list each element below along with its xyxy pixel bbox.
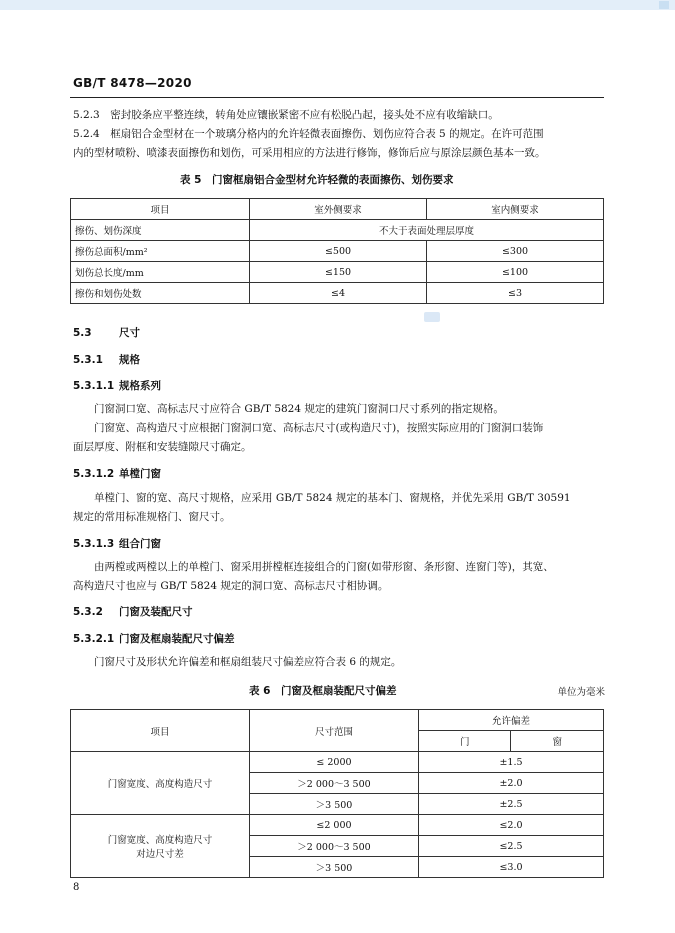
heading-number: 5.3.1.1 [73,380,115,392]
table5-cell-label: 擦伤和划伤处数 [71,283,250,304]
table5-cell-indoor: ≤300 [427,241,604,262]
heading-number: 5.3.1.3 [73,538,115,550]
table6-caption: 表 6 门窗及框扇装配尺寸偏差 [249,685,397,697]
table6-header-allowance: 允许偏差 [419,710,604,731]
table6-cell-value: ±1.5 [419,752,604,773]
standard-number: GB/T 8478—2020 [73,76,192,90]
heading-title: 门窗及框扇装配尺寸偏差 [119,633,235,645]
heading-5-3-1 [73,352,140,367]
table6-group-label: 门窗宽度、高度构造尺寸 [71,752,250,815]
table6-cell-range: ≤ 2000 [250,752,419,773]
table5-depth-label: 擦伤、划伤深度 [71,220,250,241]
heading-title: 规格系列 [119,380,161,392]
heading-title: 组合门窗 [119,538,161,550]
table6-cell-value: ±2.0 [419,773,604,794]
table6-unit: 单位为毫米 [557,687,605,698]
table6-header-item: 项目 [71,710,250,752]
table6-header-range: 尺寸范围 [250,710,419,752]
table5-cell-outdoor: ≤500 [250,241,427,262]
heading-number: 5.3.1.2 [73,468,115,480]
table6-header-door: 门 [419,731,511,752]
table6-cell-value: ≤2.0 [419,815,604,836]
para-5-3-1-1-line3: 面层厚度、附框和安装缝隙尺寸确定。 [73,441,252,453]
para-5-2-4-line1: 5.2.4 框扇铝合金型材在一个玻璃分格内的允许轻微表面擦伤、划伤应符合表 5 的规定。在许可范围 [73,128,544,140]
heading-number: 5.3.1 [73,354,103,366]
table6-cell-range: ＞3 500 [250,857,419,878]
heading-5-3-1-1 [73,378,161,393]
para-5-3-1-3-line2: 高构造尺寸也应与 GB/T 5824 规定的洞口宽、高标志尺寸相协调。 [73,580,389,592]
table5-cell-label: 擦伤总面积/mm² [71,241,250,262]
table6-cell-range: ＞2 000～3 500 [250,773,419,794]
heading-5-3-1-2 [73,466,161,481]
table5-header-item: 项目 [71,199,250,220]
para-5-3-1-2-line2: 规定的常用标准规格门、窗尺寸。 [73,511,231,523]
table-row [71,283,604,304]
para-5-2-4-line2: 内的型材喷粉、喷漆表面擦伤和划伤，可采用相应的方法进行修饰，修饰后应与原涂层颜色基本一致。 [73,147,546,159]
para-5-2-3: 5.2.3 密封胶条应平整连续，转角处应镶嵌紧密不应有松脱凸起，接头处不应有收缩缺口。 [73,109,499,121]
para-5-3-2-1: 门窗尺寸及形状允许偏差和框扇组装尺寸偏差应符合表 6 的规定。 [94,656,402,668]
table-row [71,241,604,262]
table5-caption: 表 5 门窗框扇铝合金型材允许轻微的表面擦伤、划伤要求 [180,174,454,186]
para-5-3-1-1-line2: 门窗宽、高构造尺寸应根据门窗洞口宽、高标志尺寸(或构造尺寸)，按照实际应用的门窗洞口装饰 [94,422,544,434]
table5-header-outdoor: 室外侧要求 [250,199,427,220]
para-5-3-1-1-line1: 门窗洞口宽、高标志尺寸应符合 GB/T 5824 规定的建筑门窗洞口尺寸系列的指定规格。 [94,403,504,415]
table6-cell-range: ＞3 500 [250,794,419,815]
table5-header-indoor: 室内侧要求 [427,199,604,220]
table5-cell-indoor: ≤3 [427,283,604,304]
heading-number: 5.3.2.1 [73,633,115,645]
heading-title: 门窗及装配尺寸 [119,606,193,618]
table6-cell-range: ≤2 000 [250,815,419,836]
para-5-3-1-3-line1: 由两樘或两樘以上的单樘门、窗采用拼樘框连接组合的门窗(如带形窗、条形窗、连窗门等)，其宽、 [94,561,554,573]
corner-tab [659,1,669,9]
viewer-top-bar [0,0,675,10]
table6-group-label-line2: 对边尺寸差 [136,849,184,860]
watermark-mark [424,312,440,322]
table6 [70,709,604,878]
heading-title: 尺寸 [119,327,140,339]
heading-5-3 [73,325,140,340]
heading-number: 5.3 [73,327,92,339]
table6-cell-value: ≤3.0 [419,857,604,878]
para-5-3-1-2-line1: 单樘门、窗的宽、高尺寸规格，应采用 GB/T 5824 规定的基本门、窗规格，并优先采用 GB/T 30591 [94,492,571,504]
table6-group-label [71,815,250,878]
table5-cell-indoor: ≤100 [427,262,604,283]
header-rule [70,97,604,98]
table6-cell-range: ＞2 000～3 500 [250,836,419,857]
table5 [70,198,604,304]
page-number: 8 [73,882,80,893]
table5-cell-label: 划伤总长度/mm [71,262,250,283]
table6-cell-value: ±2.5 [419,794,604,815]
table5-cell-outdoor: ≤150 [250,262,427,283]
heading-title: 规格 [119,354,140,366]
table-row [71,752,604,773]
heading-5-3-2-1 [73,631,235,646]
table-row [71,815,604,836]
table6-group-label-line1: 门窗宽度、高度构造尺寸 [107,835,213,846]
table6-cell-value: ≤2.5 [419,836,604,857]
table6-header-window: 窗 [511,731,604,752]
table5-cell-outdoor: ≤4 [250,283,427,304]
table-row [71,262,604,283]
heading-5-3-1-3 [73,536,161,551]
table5-depth-value: 不大于表面处理层厚度 [250,220,604,241]
heading-title: 单樘门窗 [119,468,161,480]
heading-5-3-2 [73,604,193,619]
heading-number: 5.3.2 [73,606,103,618]
